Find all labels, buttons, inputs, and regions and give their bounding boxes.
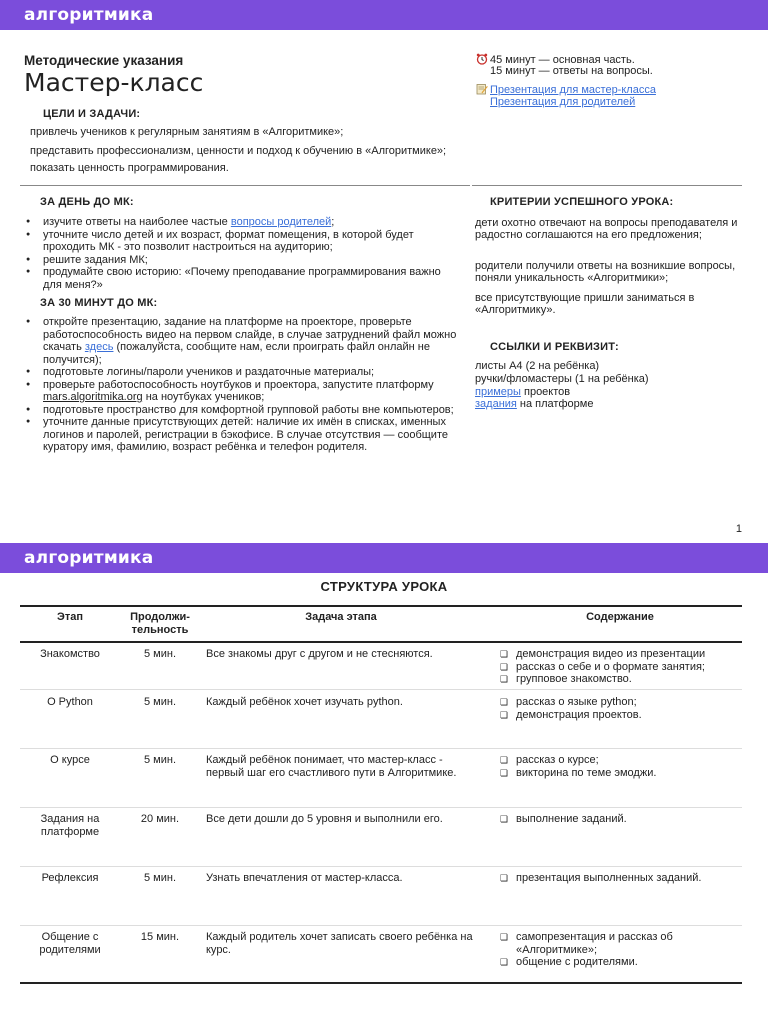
row-divider	[20, 925, 742, 926]
parent-questions-link[interactable]: вопросы родителей	[230, 216, 332, 228]
table-cell-duration: 5 мин.	[143, 648, 176, 660]
list-item: ● продумайте свою историю: «Почему преподавание программирования важно для меня?»	[26, 266, 462, 291]
resources-heading: ССЫЛКИ И РЕКВИЗИТ:	[490, 341, 619, 353]
document-title: Мастер-класс	[24, 68, 204, 97]
criteria-item: родители получили ответы на возникшие вопросы, поняли уникальность «Алгоритмики»;	[475, 260, 736, 284]
list-item: ● откройте презентацию, задание на платформе на проекторе, проверьте работоспособность видео на первом слайде, в случае затруднений файл можно скачать здесь (пожалуйста, сообщите нам, если проиграть файл онлайн не получится);	[26, 316, 462, 366]
table-cell-content	[500, 696, 740, 721]
content-item: ❏ выполнение заданий.	[500, 813, 740, 826]
list-item: ● подготовьте логины/пароли учеников и раздаточные материалы;	[26, 366, 462, 379]
content-item: ❏ презентация выполненных заданий.	[500, 872, 740, 885]
content-item: ❏ демонстрация проектов.	[500, 709, 740, 722]
content-item: ❏ викторина по теме эмоджи.	[500, 767, 740, 780]
table-cell-task: Каждый ребёнок понимает, что мастер-класс - первый шаг его счастливого пути в Алгоритмике.	[206, 754, 457, 779]
col-header-duration: Продолжи- тельность	[130, 611, 190, 636]
table-cell-stage: О Python	[47, 696, 93, 708]
col-header-stage: Этап	[57, 611, 83, 623]
table-cell-task: Узнать впечатления от мастер-класса.	[206, 872, 403, 884]
resource-item: задания на платформе	[475, 398, 594, 410]
list-item: ● уточните данные присутствующих детей: наличие их имён в списках, именных логинов и паролей, регистрации в бэкофисе. В случае отсутствия — сообщите куратору имя, фамилию, возраст ребёнка и телефон родителя.	[26, 416, 462, 454]
presentation-master-row	[476, 83, 656, 96]
table-cell-content	[500, 872, 740, 885]
brand-header-bar	[0, 543, 768, 573]
col-header-task: Задача этапа	[305, 611, 377, 623]
table-cell-content	[500, 931, 740, 969]
presentation-parents-row	[490, 96, 635, 108]
platform-url[interactable]: mars.algoritmika.org	[43, 391, 143, 403]
min30-heading: ЗА 30 МИНУТ ДО МК:	[40, 297, 158, 309]
table-cell-stage: Знакомство	[40, 648, 100, 660]
table-cell-duration: 5 мин.	[143, 754, 176, 766]
goal-item: показать ценность программирования.	[30, 162, 229, 174]
alarm-clock-icon	[476, 53, 488, 65]
memo-icon	[476, 83, 488, 95]
examples-link[interactable]: примеры	[475, 386, 521, 398]
table-cell-stage: Рефлексия	[41, 872, 99, 884]
table-header-rule	[20, 641, 742, 643]
row-divider	[20, 748, 742, 749]
min30-list	[26, 316, 462, 454]
resource-item: ручки/фломастеры (1 на ребёнка)	[475, 373, 649, 385]
table-cell-content	[500, 754, 740, 779]
content-item: ❏ групповое знакомство.	[500, 673, 740, 686]
table-cell-content	[500, 813, 740, 826]
table-cell-stage: Задания на платформе	[40, 813, 100, 838]
resource-item: примеры проектов	[475, 386, 571, 398]
table-top-rule	[20, 605, 742, 607]
table-cell-duration: 5 мин.	[143, 872, 176, 884]
row-divider	[20, 689, 742, 690]
brand-logo: алгоритмика	[24, 548, 154, 568]
content-item: ❏ демонстрация видео из презентации	[500, 648, 740, 661]
content-item: ❏ самопрезентация и рассказ об «Алгоритмике»;	[500, 931, 740, 956]
day-before-heading: ЗА ДЕНЬ ДО МК:	[40, 196, 134, 208]
brand-header-bar	[0, 0, 768, 30]
col-header-content: Содержание	[586, 611, 654, 623]
content-item: ❏ рассказ о языке python;	[500, 696, 740, 709]
resource-item: листы А4 (2 на ребёнка)	[475, 360, 600, 372]
structure-heading: СТРУКТУРА УРОКА	[320, 579, 448, 594]
goals-heading: ЦЕЛИ И ЗАДАЧИ:	[43, 108, 141, 120]
content-item: ❏ рассказ о себе и о формате занятия;	[500, 661, 740, 674]
goal-item: представить профессионализм, ценности и подход к обучению в «Алгоритмике»;	[30, 145, 447, 157]
list-item: ● изучите ответы на наиболее частые вопросы родителей;	[26, 216, 462, 229]
table-cell-duration: 15 мин.	[140, 931, 180, 943]
criteria-item: дети охотно отвечают на вопросы преподавателя и радостно соглашаются на его предложения;	[475, 217, 738, 241]
table-cell-duration: 5 мин.	[143, 696, 176, 708]
table-cell-task: Каждый родитель хочет записать своего ребёнка на курс.	[206, 931, 473, 956]
list-item: ● подготовьте пространство для комфортной групповой работы вне компьютеров;	[26, 404, 462, 417]
table-cell-content	[500, 648, 740, 686]
table-cell-task: Все дети дошли до 5 уровня и выполнили его.	[206, 813, 443, 825]
goal-item: привлечь учеников к регулярным занятиям в «Алгоритмике»;	[30, 126, 344, 138]
page-number: 1	[735, 523, 742, 535]
presentation-master-link[interactable]: Презентация для мастер-класса	[490, 84, 656, 96]
list-item: ● решите задания МК;	[26, 254, 462, 267]
download-video-link[interactable]: здесь	[84, 341, 114, 353]
table-bottom-rule	[20, 982, 742, 984]
list-item: ● уточните число детей и их возраст, формат помещения, в которой будет проходить МК - это позволит настроиться на аудиторию;	[26, 229, 462, 254]
section-divider	[472, 185, 742, 186]
content-item: ❏ общение с родителями.	[500, 956, 740, 969]
timing-main-text: 45 минут — основная часть.	[490, 54, 635, 66]
row-divider	[20, 866, 742, 867]
table-cell-duration: 20 мин.	[140, 813, 180, 825]
table-cell-stage: Общение с родителями	[39, 931, 101, 956]
day-before-list	[26, 216, 462, 291]
table-cell-stage: О курсе	[50, 754, 90, 766]
list-item: ● проверьте работоспособность ноутбуков и проектора, запустите платформу mars.algoritmika.org на ноутбуках учеников;	[26, 379, 462, 404]
brand-logo: алгоритмика	[24, 5, 154, 25]
document-subtitle: Методические указания	[24, 53, 184, 68]
row-divider	[20, 807, 742, 808]
tasks-link[interactable]: задания	[475, 398, 517, 410]
criteria-item: все присутствующие пришли заниматься в «Алгоритмику».	[475, 292, 695, 316]
table-cell-task: Каждый ребёнок хочет изучать python.	[206, 696, 403, 708]
table-cell-task: Все знакомы друг с другом и не стесняются.	[206, 648, 433, 660]
content-item: ❏ рассказ о курсе;	[500, 754, 740, 767]
presentation-parents-link[interactable]: Презентация для родителей	[490, 96, 636, 108]
timing-qa: 15 минут — ответы на вопросы.	[490, 65, 653, 77]
section-divider	[20, 185, 470, 186]
criteria-heading: КРИТЕРИИ УСПЕШНОГО УРОКА:	[490, 196, 674, 208]
